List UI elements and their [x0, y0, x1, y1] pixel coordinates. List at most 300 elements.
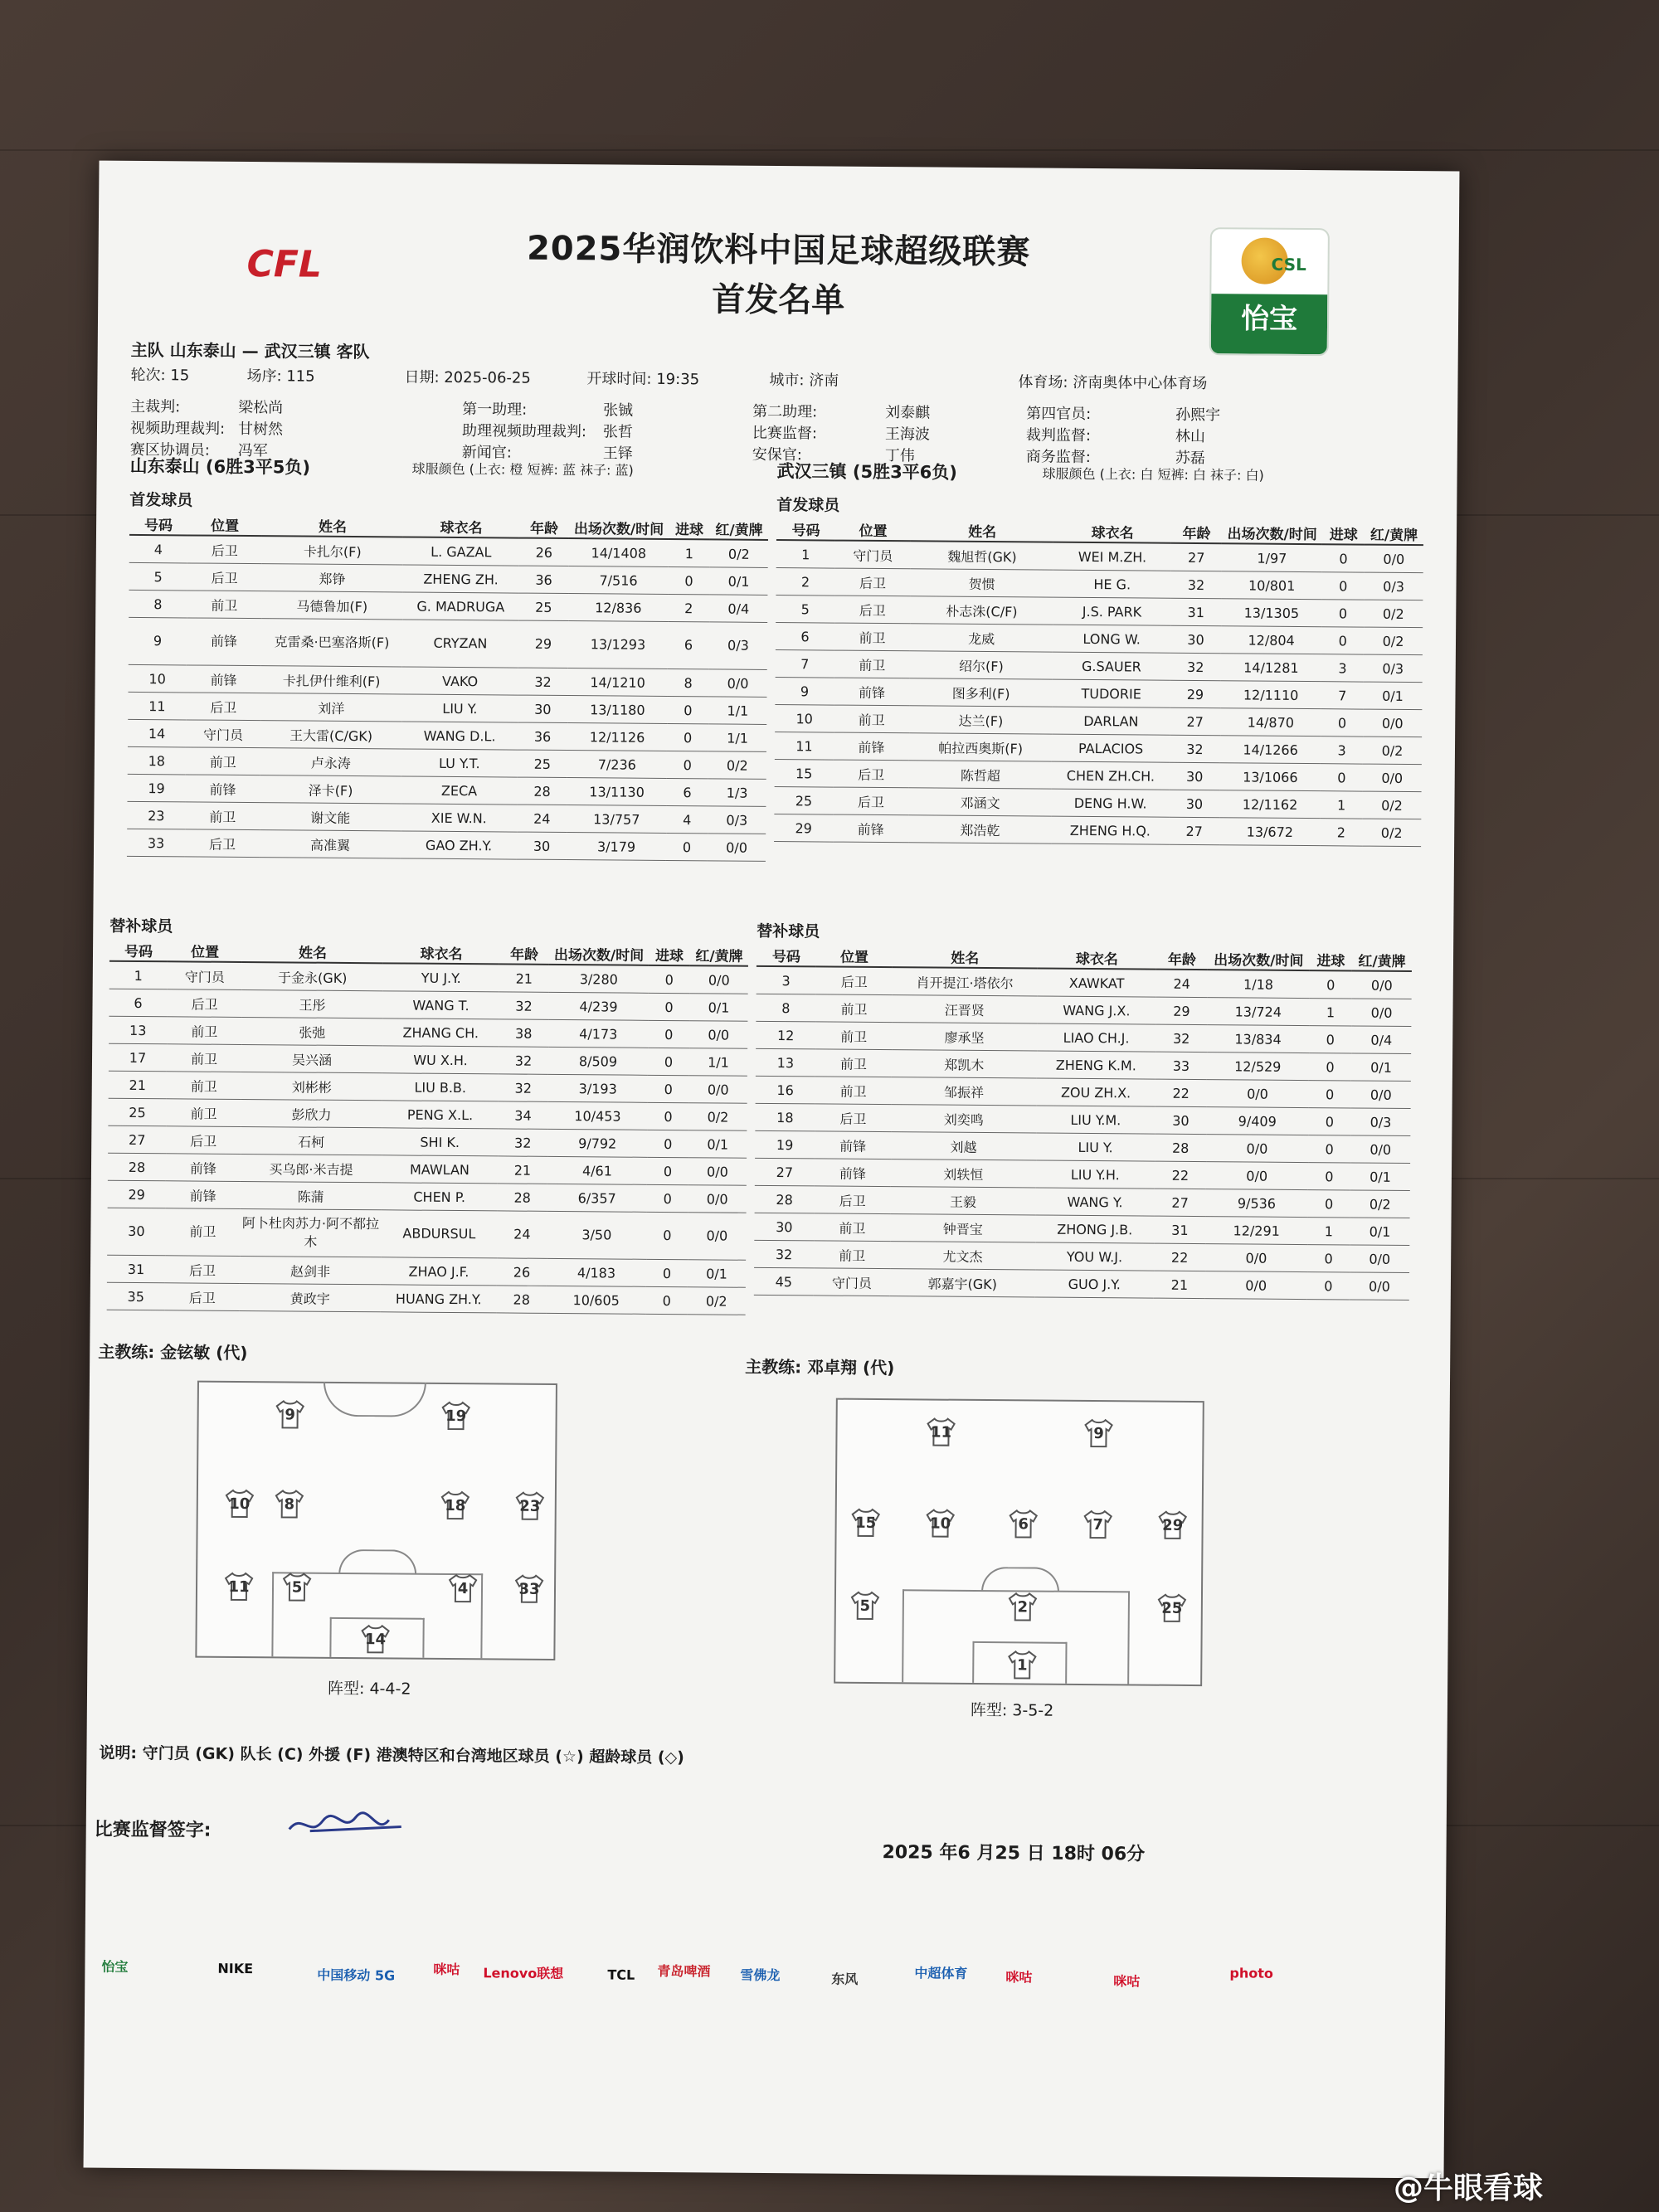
- player-position: 前卫: [186, 747, 260, 775]
- goals: 0: [649, 965, 690, 994]
- player-position: 后卫: [834, 596, 910, 624]
- appearances: 9/792: [547, 1129, 647, 1157]
- player-number: 30: [754, 1213, 814, 1241]
- player-number: 18: [128, 746, 186, 775]
- player-shirt-icon: 18: [439, 1490, 472, 1520]
- legend: 说明: 守门员 (GK) 队长 (C) 外援 (F) 港澳特区和台湾地区球员 (☆) 超龄球员 (◇): [99, 1743, 684, 1767]
- player-age: 32: [1155, 1024, 1207, 1052]
- away-subs-table: [754, 944, 1412, 1300]
- player-position: 前卫: [166, 1099, 241, 1127]
- goals: 7: [1321, 682, 1364, 709]
- shirt-name: ZHENG K.M.: [1036, 1051, 1155, 1079]
- player-age: 27: [1169, 817, 1219, 844]
- shirt-name: LIU Y.: [1036, 1133, 1155, 1161]
- goals: 3: [1321, 654, 1364, 682]
- player-name: 黄政宇: [240, 1283, 381, 1311]
- cards: 0/4: [1351, 1026, 1411, 1054]
- player-number: 1: [776, 540, 835, 568]
- column-header: 球衣名: [383, 941, 499, 964]
- player-name: 张弛: [241, 1017, 382, 1045]
- shirt-name: XAWKAT: [1037, 969, 1156, 998]
- player-number: 3: [757, 966, 816, 994]
- player-age: 31: [1154, 1216, 1205, 1243]
- column-header: 位置: [168, 939, 242, 962]
- player-position: 前锋: [186, 665, 260, 693]
- player-number: 10: [128, 664, 186, 693]
- goals: 0: [647, 1184, 688, 1212]
- player-age: 29: [1170, 680, 1220, 707]
- player-number: 15: [775, 760, 834, 788]
- player-name: 马德鲁加(F): [261, 591, 402, 620]
- goals: 0: [1322, 600, 1365, 627]
- player-name: 郑浩乾: [908, 815, 1051, 843]
- goals: 1: [1321, 791, 1363, 819]
- appearances: 9/409: [1206, 1107, 1308, 1135]
- player-number: 5: [129, 562, 187, 591]
- column-header: 球衣名: [1037, 946, 1156, 970]
- player-position: 后卫: [166, 1126, 241, 1155]
- goals: 0: [1308, 1163, 1351, 1190]
- cards: 0/3: [1364, 654, 1423, 683]
- player-shirt-icon: 11: [924, 1417, 957, 1446]
- player-shirt-icon: 4: [446, 1573, 479, 1603]
- player-position: 后卫: [833, 787, 908, 815]
- appearances: 7/236: [567, 751, 667, 779]
- player-position: 守门员: [814, 1268, 891, 1296]
- shirt-name: WANG Y.: [1035, 1188, 1155, 1216]
- official-name: 甘树然: [237, 420, 284, 439]
- cards: 0/3: [708, 806, 766, 834]
- official-role: 助理视频助理裁判:: [461, 422, 587, 441]
- player-number: 45: [754, 1267, 814, 1296]
- sponsor-logo: 咪咕: [1005, 1969, 1033, 1986]
- column-header: 位置: [187, 513, 262, 536]
- player-shirt-icon: 10: [223, 1489, 256, 1519]
- player-shirt-icon: 14: [358, 1624, 392, 1654]
- player-name: 卢永涛: [260, 748, 401, 776]
- player-position: 前卫: [815, 994, 893, 1023]
- cards: 0/2: [710, 539, 768, 567]
- player-name: 刘彬彬: [241, 1072, 382, 1100]
- goals: 0: [1321, 627, 1364, 654]
- column-header: 红/黄牌: [1365, 523, 1423, 546]
- home-team-name: 山东泰山 (6胜3平5负): [129, 455, 311, 478]
- csl-logo: CSL 怡宝: [1209, 227, 1330, 356]
- signature-label: 比赛监督签字:: [94, 1819, 212, 1841]
- player-age: 32: [499, 992, 548, 1019]
- sponsor-logo: NIKE: [217, 1960, 254, 1977]
- cards: 0/2: [708, 751, 766, 780]
- home-starters-table: [127, 513, 768, 862]
- player-shirt-icon: 29: [1156, 1510, 1190, 1540]
- player-number: 29: [108, 1180, 166, 1208]
- home-formation: 阵型: 4-4-2: [327, 1679, 411, 1699]
- player-age: 21: [498, 1156, 547, 1184]
- cards: 0/1: [688, 1130, 747, 1159]
- player-position: 后卫: [186, 693, 260, 721]
- player-name: 郑凯木: [892, 1050, 1037, 1078]
- cards: 0/2: [1362, 819, 1421, 847]
- column-header: 姓名: [242, 940, 383, 963]
- player-position: 后卫: [167, 989, 241, 1018]
- shirt-name: HE G.: [1053, 570, 1171, 598]
- player-position: 前卫: [834, 623, 910, 651]
- shirt-name: CHEN P.: [382, 1183, 498, 1211]
- appearances: 0/0: [1206, 1162, 1308, 1190]
- player-position: 守门员: [835, 541, 911, 569]
- goals: 0: [1321, 709, 1364, 737]
- player-position: 守门员: [186, 720, 260, 748]
- match-no: 场序: 115: [246, 367, 315, 386]
- appearances: 1/18: [1207, 970, 1309, 998]
- appearances: 13/1180: [567, 696, 667, 724]
- official-name: 孙熙宇: [1175, 406, 1221, 425]
- player-age: 25: [518, 593, 568, 620]
- cards: 0/2: [1363, 737, 1422, 765]
- player-position: 后卫: [815, 966, 893, 994]
- player-position: 后卫: [185, 829, 260, 858]
- player-position: 前卫: [815, 1022, 893, 1050]
- player-row: [754, 1267, 1409, 1300]
- player-name: 刘越: [891, 1132, 1036, 1160]
- appearances: 12/529: [1207, 1053, 1309, 1081]
- shirt-name: YU J.Y.: [383, 963, 499, 992]
- player-shirt-icon: 5: [849, 1591, 882, 1621]
- appearances: 10/453: [547, 1101, 647, 1130]
- cards: 0/2: [1364, 627, 1423, 655]
- shirt-name: LIU Y.H.: [1035, 1160, 1155, 1189]
- player-position: 后卫: [187, 563, 261, 591]
- shirt-name: WANG J.X.: [1037, 996, 1156, 1024]
- goals: 0: [646, 1286, 688, 1314]
- player-number: 5: [776, 596, 834, 624]
- player-age: 27: [1170, 707, 1220, 735]
- official-name: 丁伟: [884, 447, 915, 465]
- player-number: 4: [129, 535, 187, 563]
- goals: 0: [1307, 1190, 1350, 1218]
- goals: 0: [647, 1102, 688, 1130]
- shirt-name: YOU W.J.: [1035, 1242, 1155, 1271]
- cards: 0/1: [1351, 1053, 1411, 1082]
- appearances: 4/183: [547, 1258, 646, 1286]
- player-age: 29: [518, 620, 568, 668]
- goals: 0: [666, 833, 708, 860]
- column-header: 姓名: [911, 518, 1053, 542]
- kickoff: 开球时间: 19:35: [586, 370, 700, 389]
- player-row: [107, 1282, 746, 1315]
- player-position: 前卫: [185, 802, 260, 830]
- goals: 0: [1308, 1081, 1351, 1108]
- sheet-title: 首发名单: [712, 280, 845, 320]
- player-name: 陈蒲: [241, 1181, 382, 1209]
- cards: 0/0: [689, 1076, 747, 1104]
- player-position: 前卫: [815, 1077, 892, 1105]
- appearances: 14/1281: [1220, 654, 1321, 682]
- player-name: 赵剑非: [240, 1256, 381, 1284]
- shirt-name: VAKO: [401, 667, 518, 695]
- player-number: 30: [107, 1208, 165, 1256]
- player-name: 尤文杰: [890, 1242, 1035, 1270]
- player-position: 前锋: [166, 1154, 241, 1182]
- column-header: 进球: [1310, 948, 1353, 970]
- player-row: [129, 617, 767, 669]
- player-shirt-icon: 10: [924, 1508, 957, 1538]
- appearances: 0/0: [1205, 1271, 1307, 1300]
- goals: 0: [648, 1020, 689, 1048]
- player-shirt-icon: 33: [513, 1574, 546, 1604]
- appearances: 1/97: [1222, 543, 1323, 571]
- shirt-name: ABDURSUL: [381, 1210, 497, 1258]
- appearances: 0/0: [1206, 1135, 1308, 1163]
- sponsor-logo: 雪佛龙: [740, 1966, 781, 1984]
- column-header: 球衣名: [1053, 520, 1171, 543]
- player-position: 前卫: [167, 1072, 241, 1100]
- player-name: 汪晋贤: [893, 995, 1038, 1023]
- player-number: 19: [127, 774, 185, 802]
- appearances: 12/804: [1221, 626, 1322, 654]
- player-number: 2: [776, 568, 834, 596]
- player-name: 达兰(F): [909, 706, 1052, 734]
- goals: 1: [1307, 1218, 1350, 1245]
- sponsor-logo: 中超体育: [914, 1965, 968, 1981]
- cards: 0/0: [688, 1158, 747, 1186]
- home-subs-table: [107, 939, 748, 1315]
- goals: 0: [1309, 1053, 1352, 1081]
- cards: 0/3: [1350, 1108, 1410, 1136]
- shirt-name: PENG X.L.: [382, 1101, 498, 1129]
- away-kit: 球服颜色 (上衣: 白 短裤: 白 袜子: 白): [1042, 465, 1264, 484]
- cards: 0/3: [1364, 572, 1423, 600]
- sponsor-logo: Lenovo联想: [483, 1965, 564, 1982]
- player-name: 石柯: [241, 1126, 382, 1155]
- player-number: 27: [108, 1125, 166, 1154]
- player-name: 邹振祥: [892, 1077, 1037, 1106]
- appearances: 13/1293: [568, 621, 668, 669]
- shirt-name: WU X.H.: [382, 1046, 499, 1074]
- player-name: 高准翼: [260, 830, 401, 858]
- shirt-name: ZHAO J.F.: [381, 1257, 497, 1286]
- column-header: 年龄: [499, 941, 549, 964]
- player-number: 1: [109, 961, 168, 989]
- player-position: 前卫: [815, 1049, 893, 1077]
- appearances: 12/1162: [1219, 790, 1321, 819]
- player-age: 30: [1169, 790, 1219, 817]
- official-role: 主裁判:: [130, 397, 181, 416]
- player-number: 6: [109, 989, 167, 1017]
- player-name: 阿卜杜肉苏力·阿不都拉木: [240, 1208, 381, 1257]
- cards: 0/1: [1363, 682, 1422, 710]
- cards: 1/1: [708, 697, 766, 725]
- goals: 0: [1307, 1272, 1350, 1300]
- goals: 0: [1307, 1245, 1350, 1272]
- cards: 0/0: [690, 965, 748, 994]
- player-age: 27: [1155, 1189, 1206, 1216]
- column-header: 号码: [757, 944, 816, 967]
- appearances: 13/1305: [1221, 599, 1322, 627]
- player-name: 陈哲超: [909, 761, 1052, 789]
- player-position: 前锋: [834, 732, 909, 761]
- column-header: 进球: [649, 943, 690, 965]
- player-number: 21: [109, 1071, 167, 1099]
- goals: 1: [669, 539, 710, 567]
- player-number: 33: [127, 829, 185, 857]
- player-row: [127, 829, 766, 861]
- goals: 0: [1309, 970, 1352, 999]
- player-position: 前锋: [834, 678, 909, 706]
- goals: 0: [667, 696, 708, 723]
- player-age: 21: [1154, 1271, 1205, 1298]
- official-role: 赛区协调员:: [129, 440, 210, 459]
- away-starters-table: [774, 518, 1423, 847]
- cards: 0/2: [688, 1103, 747, 1131]
- appearances: 8/509: [548, 1047, 648, 1075]
- shirt-name: DENG H.W.: [1052, 789, 1170, 817]
- player-age: 33: [1155, 1052, 1207, 1079]
- column-header: 号码: [109, 939, 168, 962]
- shirt-name: G.SAUER: [1053, 652, 1170, 680]
- cards: 0/1: [709, 567, 767, 596]
- cards: 0/4: [709, 595, 767, 623]
- player-name: 贺惯: [910, 569, 1053, 597]
- player-age: 27: [1171, 543, 1222, 571]
- appearances: 3/193: [548, 1074, 648, 1102]
- player-age: 29: [1156, 997, 1208, 1024]
- player-number: 8: [129, 590, 187, 618]
- cards: 0/3: [709, 622, 767, 670]
- cards: 0/0: [1365, 545, 1423, 573]
- appearances: 10/605: [547, 1286, 646, 1314]
- player-age: 28: [517, 777, 567, 805]
- player-number: 27: [755, 1158, 815, 1186]
- player-shirt-icon: 23: [513, 1491, 547, 1521]
- player-row: [774, 814, 1421, 847]
- round: 轮次: 15: [130, 366, 190, 385]
- cards: 0/2: [1364, 600, 1423, 628]
- goals: 0: [646, 1212, 688, 1259]
- teams-line: 主队 山东泰山 — 武汉三镇 客队: [130, 339, 370, 362]
- player-position: 前卫: [834, 705, 909, 733]
- cards: 0/0: [1350, 1135, 1410, 1164]
- player-name: 王彤: [241, 989, 382, 1018]
- player-position: 前锋: [166, 1181, 241, 1209]
- player-name: 泽卡(F): [260, 775, 401, 804]
- shirt-name: ZOU ZH.X.: [1036, 1078, 1155, 1106]
- player-shirt-icon: 7: [1082, 1510, 1115, 1539]
- official-name: 苏磊: [1175, 449, 1205, 468]
- official-role: 第二助理:: [752, 402, 818, 421]
- official-name: 刘泰麒: [885, 404, 931, 422]
- cards: 1/3: [708, 779, 766, 807]
- shirt-name: LIU Y.M.: [1036, 1106, 1155, 1134]
- goals: 0: [648, 993, 689, 1020]
- shirt-name: WANG T.: [382, 991, 499, 1019]
- shirt-name: LIAO CH.J.: [1037, 1023, 1156, 1052]
- shirt-name: HUANG ZH.Y.: [381, 1285, 497, 1313]
- player-name: 刘奕鸣: [892, 1105, 1037, 1133]
- shirt-name: SHI K.: [382, 1128, 498, 1156]
- player-number: 11: [775, 732, 834, 761]
- cards: 0/0: [708, 834, 766, 862]
- player-name: 肖开提江·塔依尔: [893, 967, 1038, 996]
- player-number: 18: [755, 1103, 815, 1131]
- player-age: 25: [518, 750, 567, 777]
- player-position: 后卫: [165, 1256, 240, 1284]
- appearances: 3/50: [547, 1211, 646, 1259]
- appearances: 0/0: [1205, 1244, 1307, 1272]
- goals: 0: [648, 1075, 689, 1102]
- player-age: 28: [1155, 1134, 1206, 1161]
- player-age: 22: [1155, 1079, 1207, 1106]
- shirt-name: MAWLAN: [382, 1155, 498, 1184]
- goals: 6: [666, 778, 708, 805]
- lineup-sheet: [84, 161, 1460, 2179]
- official-role: 第四官员:: [1026, 405, 1092, 423]
- player-name: 谢文能: [260, 803, 401, 831]
- player-number: 13: [109, 1016, 167, 1044]
- home-starters-label: 首发球员: [129, 490, 193, 510]
- player-position: 前卫: [165, 1208, 240, 1257]
- player-number: 14: [128, 719, 186, 747]
- player-age: 38: [499, 1019, 548, 1047]
- player-position: 后卫: [814, 1186, 891, 1214]
- player-shirt-icon: 5: [280, 1572, 314, 1602]
- column-header: 年龄: [519, 516, 569, 538]
- column-header: 进球: [1322, 522, 1365, 544]
- player-age: 32: [1170, 653, 1221, 680]
- goals: 0: [1321, 764, 1363, 791]
- shirt-name: LIU Y.: [401, 694, 518, 722]
- shirt-name: J.S. PARK: [1053, 597, 1170, 625]
- player-name: 绍尔(F): [910, 651, 1053, 679]
- player-name: 卡扎伊什维利(F): [260, 666, 401, 694]
- appearances: 12/836: [568, 594, 668, 622]
- player-number: 13: [756, 1048, 815, 1077]
- player-name: 吴兴涵: [241, 1044, 382, 1072]
- goals: 4: [666, 805, 708, 833]
- goals: 2: [1320, 819, 1362, 846]
- player-age: 30: [1170, 625, 1221, 653]
- player-name: 买乌郎·米吉提: [241, 1154, 382, 1182]
- sponsor-logo: photo: [1229, 1965, 1273, 1981]
- player-name: 克雷桑·巴塞洛斯(F): [261, 619, 402, 667]
- away-starters-label: 首发球员: [776, 496, 840, 515]
- player-name: 帕拉西奥斯(F): [909, 733, 1052, 761]
- goals: 0: [648, 1048, 689, 1075]
- shirt-name: CHEN ZH.CH.: [1052, 761, 1170, 790]
- shirt-name: DARLAN: [1052, 707, 1170, 735]
- player-age: 31: [1170, 598, 1221, 625]
- player-number: 9: [775, 678, 834, 706]
- player-number: 16: [756, 1076, 815, 1104]
- goals: 0: [668, 567, 709, 595]
- column-header: 出场次数/时间: [549, 942, 649, 965]
- player-age: 30: [1170, 762, 1220, 790]
- player-position: 前卫: [167, 1044, 241, 1072]
- official-role: 比赛监督:: [752, 424, 818, 443]
- player-shirt-icon: 11: [222, 1572, 255, 1602]
- player-age: 32: [498, 1129, 547, 1156]
- player-name: 卡扎尔(F): [262, 536, 403, 565]
- sponsor-logo: 青岛啤酒: [657, 1962, 711, 1980]
- player-age: 36: [518, 566, 568, 593]
- player-age: 30: [1155, 1106, 1207, 1134]
- player-position: 守门员: [168, 961, 242, 989]
- player-position: 后卫: [187, 535, 262, 563]
- shirt-name: LIU B.B.: [382, 1073, 499, 1101]
- player-age: 36: [518, 722, 567, 750]
- player-number: 28: [755, 1185, 815, 1213]
- home-coach: 主教练: 金铉敏 (代): [98, 1341, 248, 1364]
